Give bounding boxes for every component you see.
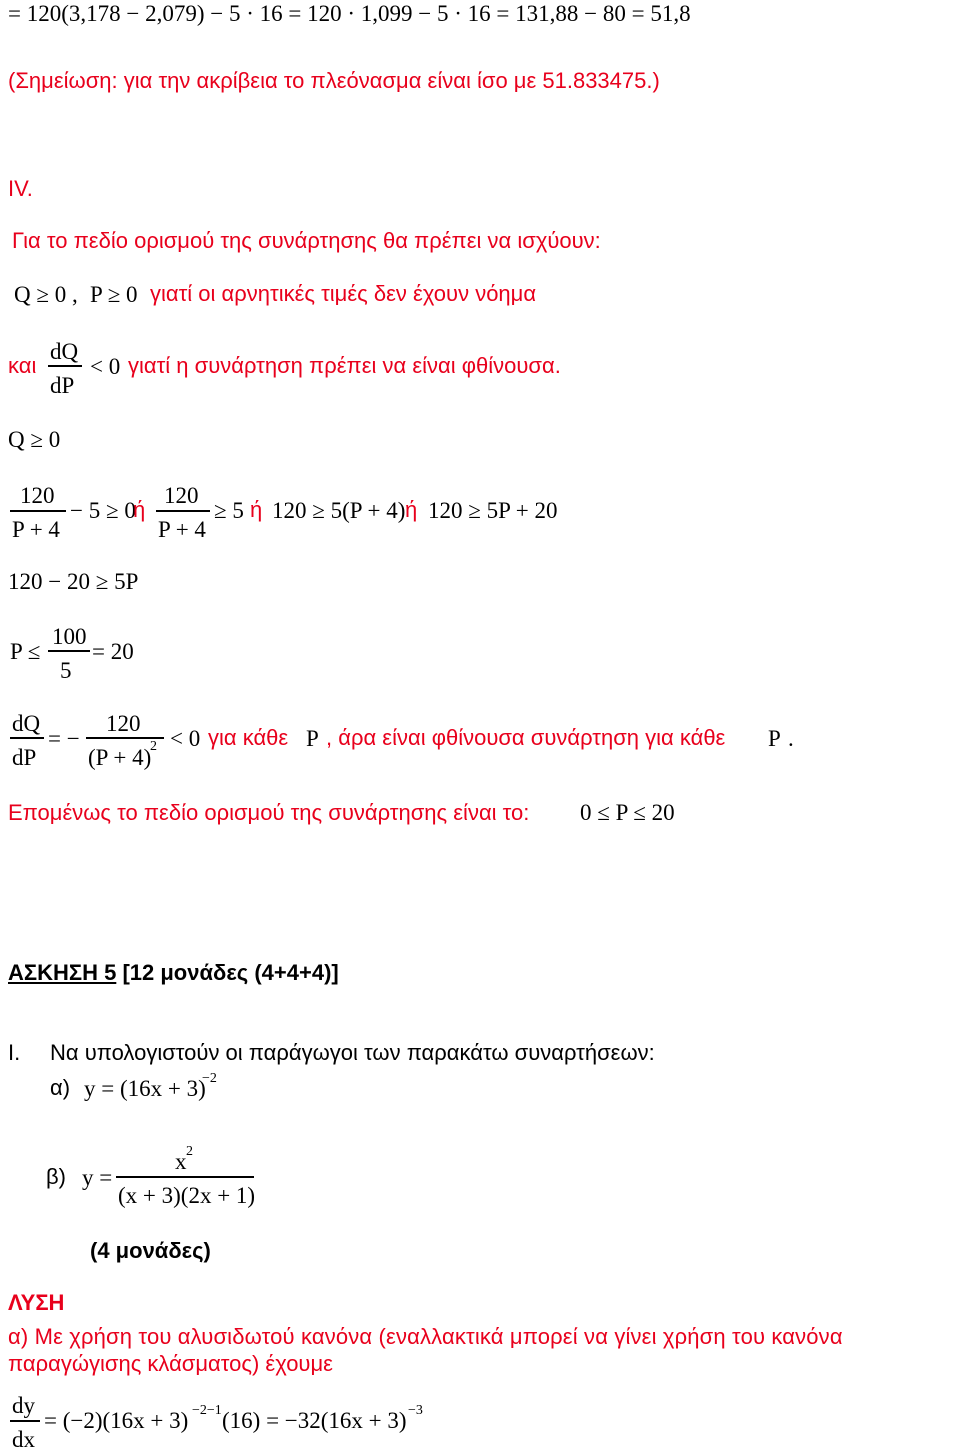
section-iv-heading: IV.: [8, 176, 33, 201]
ineq-120-ge-5p4: 120 ≥ 5(P + 4): [272, 498, 406, 523]
frac3-denominator: (P + 4): [88, 745, 152, 770]
therefore-text: , άρα είναι φθίνουσα συνάρτηση για κάθε: [326, 725, 726, 750]
or-text-2: ή: [250, 497, 263, 522]
fraction-bar: [156, 510, 210, 512]
p-symbol-2: P: [768, 726, 781, 751]
alpha-expression: y = (16x + 3): [84, 1076, 206, 1101]
dy-numerator: dy: [12, 1393, 35, 1418]
ineq-120-ge-5p20: 120 ≥ 5P + 20: [428, 498, 558, 523]
note-precision: (Σημείωση: για την ακρίβεια το πλεόνασμα είναι ίσο με 51.833475.): [8, 68, 660, 93]
exercise-points: [12 μονάδες (4+4+4)]: [122, 960, 339, 985]
fraction-bar: [116, 1176, 254, 1178]
less-than-zero: < 0: [90, 354, 121, 379]
eq-20: = 20: [92, 639, 134, 664]
exercise-5-heading: [8, 962, 339, 984]
beta-numerator-exp: 2: [186, 1144, 193, 1159]
dp-denominator-2: dP: [12, 745, 37, 770]
fraction-bar: [10, 510, 66, 512]
dx-denominator: dx: [12, 1427, 35, 1452]
derivative-exponent-2: −3: [408, 1403, 423, 1418]
p-nonnegative: P ≥ 0: [90, 282, 138, 307]
frac3-numerator: 120: [106, 711, 141, 736]
frac1-denominator: P + 4: [12, 517, 60, 542]
derivative-part-2: (16) = −32(16x + 3): [222, 1408, 407, 1433]
decreasing-reason: γιατί η συνάρτηση πρέπει να είναι φθίνουσα.: [128, 353, 561, 378]
q-nonnegative: Q ≥ 0 ,: [14, 282, 78, 307]
beta-numerator-x: x: [175, 1149, 187, 1174]
fraction-bar: [48, 365, 82, 367]
frac1-numerator: 120: [20, 483, 55, 508]
domain-expression: 0 ≤ P ≤ 20: [580, 800, 675, 825]
minus5-ge0: − 5 ≥ 0: [70, 498, 136, 523]
fraction-bar: [48, 650, 90, 652]
beta-label: β): [46, 1164, 66, 1189]
period: .: [788, 726, 794, 751]
fraction-bar: [10, 737, 44, 739]
ineq-100-ge-5p: 120 − 20 ≥ 5P: [8, 569, 139, 594]
y-equals: y =: [82, 1165, 113, 1190]
dp-denominator: dP: [50, 373, 75, 398]
frac2-numerator: 120: [164, 483, 199, 508]
solution-line-2: παραγώγισης κλάσματος) έχουμε: [8, 1351, 333, 1376]
dq-numerator-2: dQ: [12, 711, 41, 736]
solution-line-1: α) Με χρήση του αλυσιδωτού κανόνα (εναλλακτικά μπορεί να γίνει χρήση του κανόνα: [8, 1324, 843, 1349]
four-points-label: (4 μονάδες): [90, 1238, 211, 1263]
frac-5: 5: [60, 658, 72, 683]
dq-numerator: dQ: [50, 339, 79, 364]
exponent-2: 2: [150, 739, 157, 754]
for-every-text: για κάθε: [208, 725, 289, 750]
exercise-title: ΑΣΚΗΣΗ 5: [8, 960, 117, 985]
beta-denominator: (x + 3)(2x + 1): [118, 1183, 256, 1208]
domain-intro-text: Για το πεδίο ορισμού της συνάρτησης θα πρέπει να ισχύουν:: [12, 228, 601, 253]
ge5: ≥ 5: [214, 498, 244, 523]
kai-text: και: [8, 353, 37, 378]
eq-minus: = −: [48, 726, 80, 751]
part-i-text: Να υπολογιστούν οι παράγωγοι των παρακάτω συναρτήσεων:: [50, 1040, 655, 1065]
p-le: P ≤: [10, 639, 41, 664]
equation-surplus-result: = 120(3,178 − 2,079) − 5 · 16 = 120 · 1,099 − 5 · 16 = 131,88 − 80 = 51,8: [8, 1, 691, 26]
alpha-exponent: −2: [202, 1071, 217, 1086]
alpha-label: α): [50, 1075, 71, 1100]
fraction-bar: [10, 1420, 40, 1422]
less-than-zero-2: < 0: [170, 726, 201, 751]
nonnegative-reason: γιατί οι αρνητικές τιμές δεν έχουν νόημα: [150, 281, 537, 306]
part-i-label: I.: [8, 1040, 21, 1065]
or-text-3: ή: [405, 497, 418, 522]
solution-heading: ΛΥΣΗ: [8, 1290, 65, 1315]
or-text-1: ή: [133, 497, 146, 522]
q-ge-zero: Q ≥ 0: [8, 427, 61, 452]
frac2-denominator: P + 4: [158, 517, 206, 542]
derivative-exponent-1: −2−1: [192, 1403, 222, 1418]
domain-result-text: Επομένως το πεδίο ορισμού της συνάρτησης είναι το:: [8, 800, 530, 825]
derivative-part-1: = (−2)(16x + 3): [44, 1408, 189, 1433]
frac-100: 100: [52, 624, 87, 649]
p-symbol-1: P: [306, 726, 319, 751]
